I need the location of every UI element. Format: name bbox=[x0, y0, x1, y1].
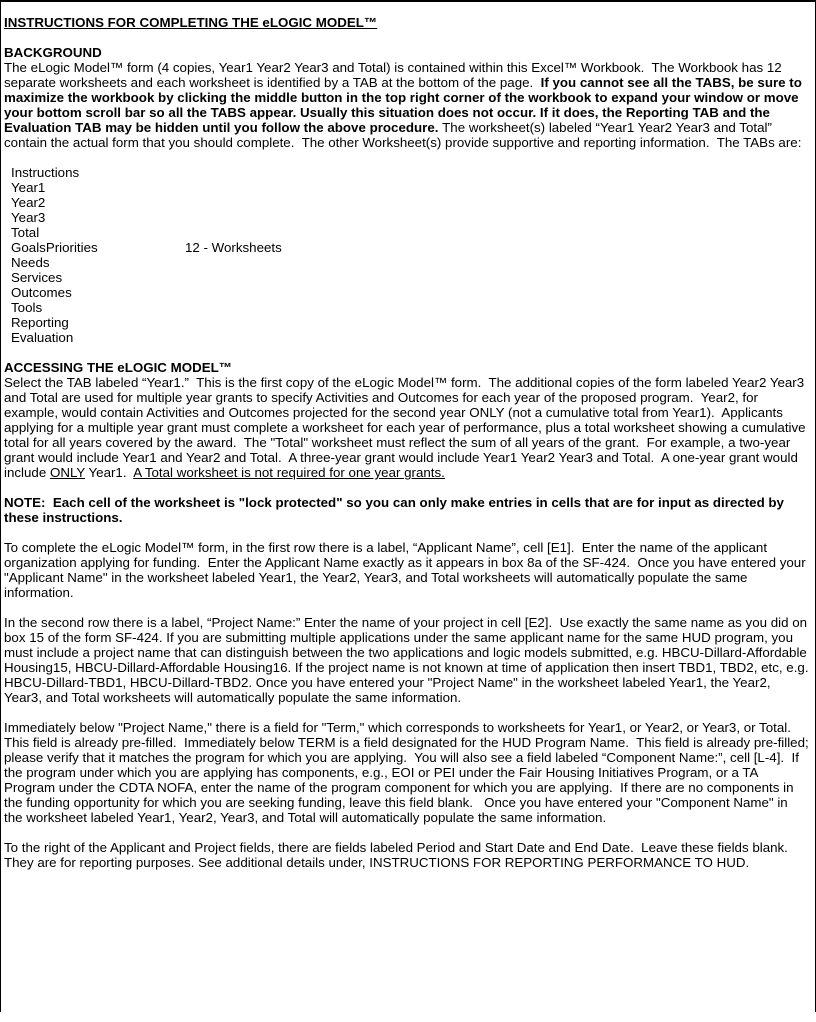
worksheet-tab-list bbox=[4, 165, 809, 345]
tab-list-item-year2 bbox=[4, 195, 809, 210]
tab-list-item-instructions bbox=[4, 165, 809, 180]
background-paragraph bbox=[4, 60, 809, 150]
tab-label: Evaluation bbox=[11, 330, 74, 345]
text-run: The eLogic Model™ form (4 copies, Year1 Year2 Year3 and Total) is contained within this Excel™ Workbook. The Workbook has 12 separate worksheets and each worksheet is identified by a TAB at the bottom of the page. bbox=[4, 60, 786, 90]
accessing-paragraph bbox=[4, 375, 809, 480]
term-component-paragraph: Immediately below "Project Name," there is a field for "Term," which corresponds to worksheets for Year1, or Year2, or Year3, or Total. This field is already pre-filled. Immediately below TERM is a field designated for the HUD Program Name. This field is already pre-filled; please verify that it matches the program for which you are applying. You will also see a field labeled “Component Name:”, cell [L-4]. If the program under which you are applying has components, e.g., EOI or PEI under the Fair Housing Initiatives Program, or a TA Program under the CDTA NOFA, enter the name of the program component for which you are applying. If there are no components in the funding opportunity for which you are seeking funding, leave this field blank. Once you have entered your "Component Name" in the worksheet labeled Year1, Year2, Year3, and Total will automatically populate the same information. bbox=[4, 720, 813, 825]
tab-list-item-outcomes bbox=[4, 285, 809, 300]
tab-label: Instructions bbox=[11, 165, 80, 180]
tab-list-item-year1 bbox=[4, 180, 809, 195]
applicant-name-paragraph: To complete the eLogic Model™ form, in the first row there is a label, “Applicant Name”, cell [E1]. Enter the name of the applicant organization applying for funding. Enter the Applicant Name exactly as it appears in box 8a of the SF-424. Once you have entered your "Applicant Name" in the worksheet labeled Year1, the Year2, Year3, and Total worksheets will automatically populate the same information. bbox=[4, 540, 810, 600]
tab-label: Total bbox=[11, 225, 40, 240]
lock-protected-note: NOTE: Each cell of the worksheet is "lock protected" so you can only make entries in cells that are for input as directed by these instructions. bbox=[4, 495, 788, 525]
worksheet-count-label: 12 - Worksheets bbox=[185, 240, 282, 255]
tab-list-item-services bbox=[4, 270, 809, 285]
tab-list-item-total bbox=[4, 225, 809, 240]
accessing-heading: ACCESSING THE eLOGIC MODEL™ bbox=[4, 360, 233, 375]
text-run: The worksheet(s) labeled “Year1 Year2 Year3 and Total” contain the actual form that you should complete. The other Worksheet(s) provide supportive and reporting information. The TABs are: bbox=[4, 120, 802, 150]
tab-label: Needs bbox=[11, 255, 50, 270]
bold-text-run: If you cannot see all the TABS, be sure to maximize the workbook by clicking the middle button in the top right corner of the workbook to expand your window or move your bottom scroll bar so all the TABS appear. Usually this situation does not occur. If it does, the Reporting TAB and the Evaluation TAB may be hidden until you follow the above procedure. bbox=[4, 75, 806, 135]
project-name-paragraph: In the second row there is a label, “Project Name:” Enter the name of your project in cell [E2]. Use exactly the same name as you did on box 15 of the form SF-424. If you are submitting multiple applications under the same applicant name for the same HUD program, you must include a project name that can distinguish between the two applications and logic models submitted, e.g. HBCU-Dillard-Affordable Housing15, HBCU-Dillard-Affordable Housing16. If the project name is not known at time of application then insert TBD1, TBD2, etc, e.g. HBCU-Dillard-TBD1, HBCU-Dillard-TBD2. Once you have entered your "Project Name" in the worksheet labeled Year1, the Year2, Year3, and Total worksheets will automatically populate the same information. bbox=[4, 615, 813, 705]
underlined-text-run: A Total worksheet is not required for one year grants. bbox=[133, 465, 445, 480]
tab-label: Reporting bbox=[11, 315, 69, 330]
tab-list-item-evaluation bbox=[4, 330, 809, 345]
tab-list-item-needs bbox=[4, 255, 809, 270]
tab-label: Outcomes bbox=[11, 285, 72, 300]
tab-label: Year1 bbox=[11, 180, 46, 195]
tab-list-item-tools bbox=[4, 300, 809, 315]
period-dates-paragraph: To the right of the Applicant and Project fields, there are fields labeled Period and Start Date and End Date. Leave these fields blank. They are for reporting purposes. See additional details under, INSTRUCTIONS FOR REPORTING PERFORMANCE TO HUD. bbox=[4, 840, 796, 870]
tab-label: Services bbox=[11, 270, 63, 285]
tab-label: Year3 bbox=[11, 210, 46, 225]
tab-label: Tools bbox=[11, 300, 43, 315]
tab-list-item-year3 bbox=[4, 210, 809, 225]
underlined-text-run: ONLY bbox=[49, 465, 86, 480]
page-title: INSTRUCTIONS FOR COMPLETING THE eLOGIC MODEL™ bbox=[4, 15, 378, 30]
text-run: Select the TAB labeled “Year1.” This is the first copy of the eLogic Model™ form. The additional copies of the form labeled Year2 Year3 and Total are used for multiple year grants to specify Activities and Outcomes for each year of the proposed program. Year2, for example, would contain Activities and Outcomes projected for the second year ONLY (not a cumulative total from Year1). Applicants applying for a multiple year grant must complete a worksheet for each year of performance, plus a total worksheet showing a cumulative total for all years covered by the award. The "Total" worksheet must reflect the sum of all years of the grant. For example, a two-year grant would include Year1 and Year2 and Total. A three-year grant would include Year1 Year2 Year3 and Total. A one-year grant would include bbox=[4, 375, 810, 480]
text-run: Year1. bbox=[85, 465, 134, 480]
tab-label: Year2 bbox=[11, 195, 46, 210]
tab-list-item-goalspriorities bbox=[4, 240, 809, 255]
tab-label: GoalsPriorities bbox=[11, 240, 98, 255]
background-heading: BACKGROUND bbox=[4, 45, 102, 60]
tab-list-item-reporting bbox=[4, 315, 809, 330]
